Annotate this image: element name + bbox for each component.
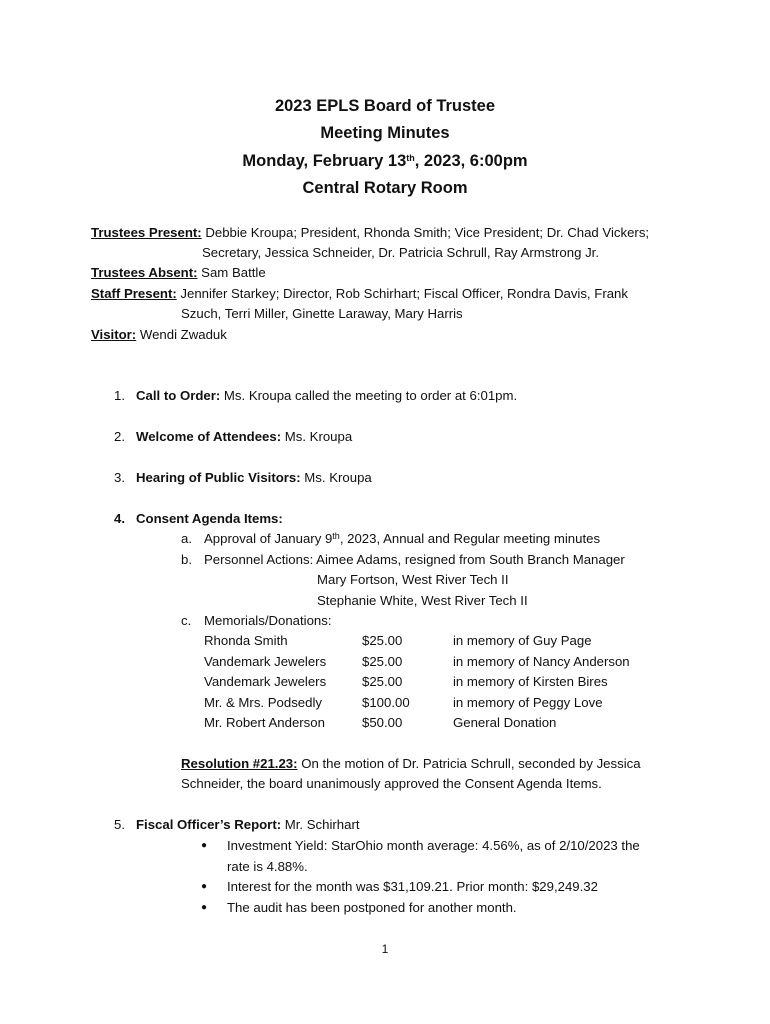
bullet-icon: ● xyxy=(201,881,208,892)
bullet-icon: ● xyxy=(201,840,208,851)
donation-amount: $25.00 xyxy=(362,654,403,669)
meeting-location: Central Rotary Room xyxy=(302,179,468,197)
donation-name: Vandemark Jewelers xyxy=(204,654,327,669)
trustees-absent: Trustees Absent: Sam Battle xyxy=(91,265,266,280)
trustees-present-cont: Secretary, Jessica Schneider, Dr. Patricia Schrull, Ray Armstrong Jr. xyxy=(202,245,599,260)
meeting-date: Monday, February 13th, 2023, 6:00pm xyxy=(242,152,528,170)
resolution-cont: Schneider, the board unanimously approved the Consent Agenda Items. xyxy=(181,776,602,791)
donation-note: in memory of Nancy Anderson xyxy=(453,654,630,669)
resolution: Resolution #21.23: On the motion of Dr. Patricia Schrull, seconded by Jessica xyxy=(181,756,641,771)
donation-name: Vandemark Jewelers xyxy=(204,674,327,689)
doc-subtitle: Meeting Minutes xyxy=(320,124,450,142)
visitor: Visitor: Wendi Zwaduk xyxy=(91,327,227,342)
consent-item-b-cont1: Mary Fortson, West River Tech II xyxy=(317,572,509,587)
donation-name: Mr. Robert Anderson xyxy=(204,715,325,730)
fiscal-bullet-investment-cont: rate is 4.88%. xyxy=(227,859,308,874)
fiscal-bullet-investment: Investment Yield: StarOhio month average: 4.56%, as of 2/10/2023 the xyxy=(227,838,640,853)
bullet-icon: ● xyxy=(201,902,208,913)
donation-name: Mr. & Mrs. Podsedly xyxy=(204,695,322,710)
donation-amount: $25.00 xyxy=(362,674,403,689)
doc-title: 2023 EPLS Board of Trustee xyxy=(274,97,496,115)
donation-note: in memory of Peggy Love xyxy=(453,695,603,710)
donation-note: in memory of Guy Page xyxy=(453,633,592,648)
staff-present-cont: Szuch, Terri Miller, Ginette Laraway, Mary Harris xyxy=(181,306,463,321)
document-page: 2023 EPLS Board of Trustee Meeting Minutes Monday, February 13th, 2023, 6:00pm Central Rotary Room Trustees Present: Debbie Kroupa; President, Rhonda Smith; Vice President; Dr. Chad Vickers; Secretary, Jessica Schneider, Dr. Patricia Schrull, Ray Armstrong Jr. Trustees Absent: Sam Battle Staff Present: Jennifer Starkey; Director, Rob Schirhart; Fiscal Officer, Rondra Davis, Frank Szuch, Terri Miller, Ginette Laraway, Mary Harris Visitor: Wendi Zwaduk 1. Call to Order: Ms. Kroupa called the meeting to order at 6:01pm. 2. Welcome of Attendees: Ms. Kroupa 3. Hearing of Public Visitors: Ms. Kroupa 4. Consent Agenda Items: a. Approval of January 9th, 2023, Annual and Regular meeting minutes b. Personnel Actions: Aimee Adams, resigned from South Branch Manager Mary Fortson, West River Tech II Stephanie White, West River Tech II c. Memorials/Donations: Rhonda Smith $25.00 in memory of Guy Page Vandemark Jewelers $25.00 in memory of Nancy Anderson Vandemark Jewelers $25.00 in memory of Kirsten Bires Mr. & Mrs. Podsedly $100.00 in memory of Peggy Love Mr. Robert Anderson $50.00 General Donation Resolution #21.23: On the motion of Dr. Patricia Schrull, seconded by Jessica Schneider, the board unanimously approved the Consent Agenda Items. 5. Fiscal Officer’s Report: Mr. Schirhart ● Investment Yield: StarOhio month average: 4.56%, as of 2/10/2023 the rate is 4.88%. ● Interest for the month was $31,109.21. Prior month: $29,249.32 ● The audit has been postponed for another month. 1 xyxy=(0,0,770,1024)
donation-amount: $50.00 xyxy=(362,715,403,730)
fiscal-bullet-audit: The audit has been postponed for another month. xyxy=(227,900,517,915)
donation-note: in memory of Kirsten Bires xyxy=(453,674,608,689)
donation-amount: $25.00 xyxy=(362,633,403,648)
donation-note: General Donation xyxy=(453,715,557,730)
fiscal-bullet-interest: Interest for the month was $31,109.21. Prior month: $29,249.32 xyxy=(227,879,598,894)
donation-name: Rhonda Smith xyxy=(204,633,288,648)
page-number: 1 xyxy=(381,942,389,956)
trustees-present: Trustees Present: Debbie Kroupa; President, Rhonda Smith; Vice President; Dr. Chad Vickers; xyxy=(91,225,650,240)
staff-present: Staff Present: Jennifer Starkey; Director, Rob Schirhart; Fiscal Officer, Rondra Davis, Frank xyxy=(91,286,628,301)
consent-item-b-cont2: Stephanie White, West River Tech II xyxy=(317,593,528,608)
donation-amount: $100.00 xyxy=(362,695,410,710)
